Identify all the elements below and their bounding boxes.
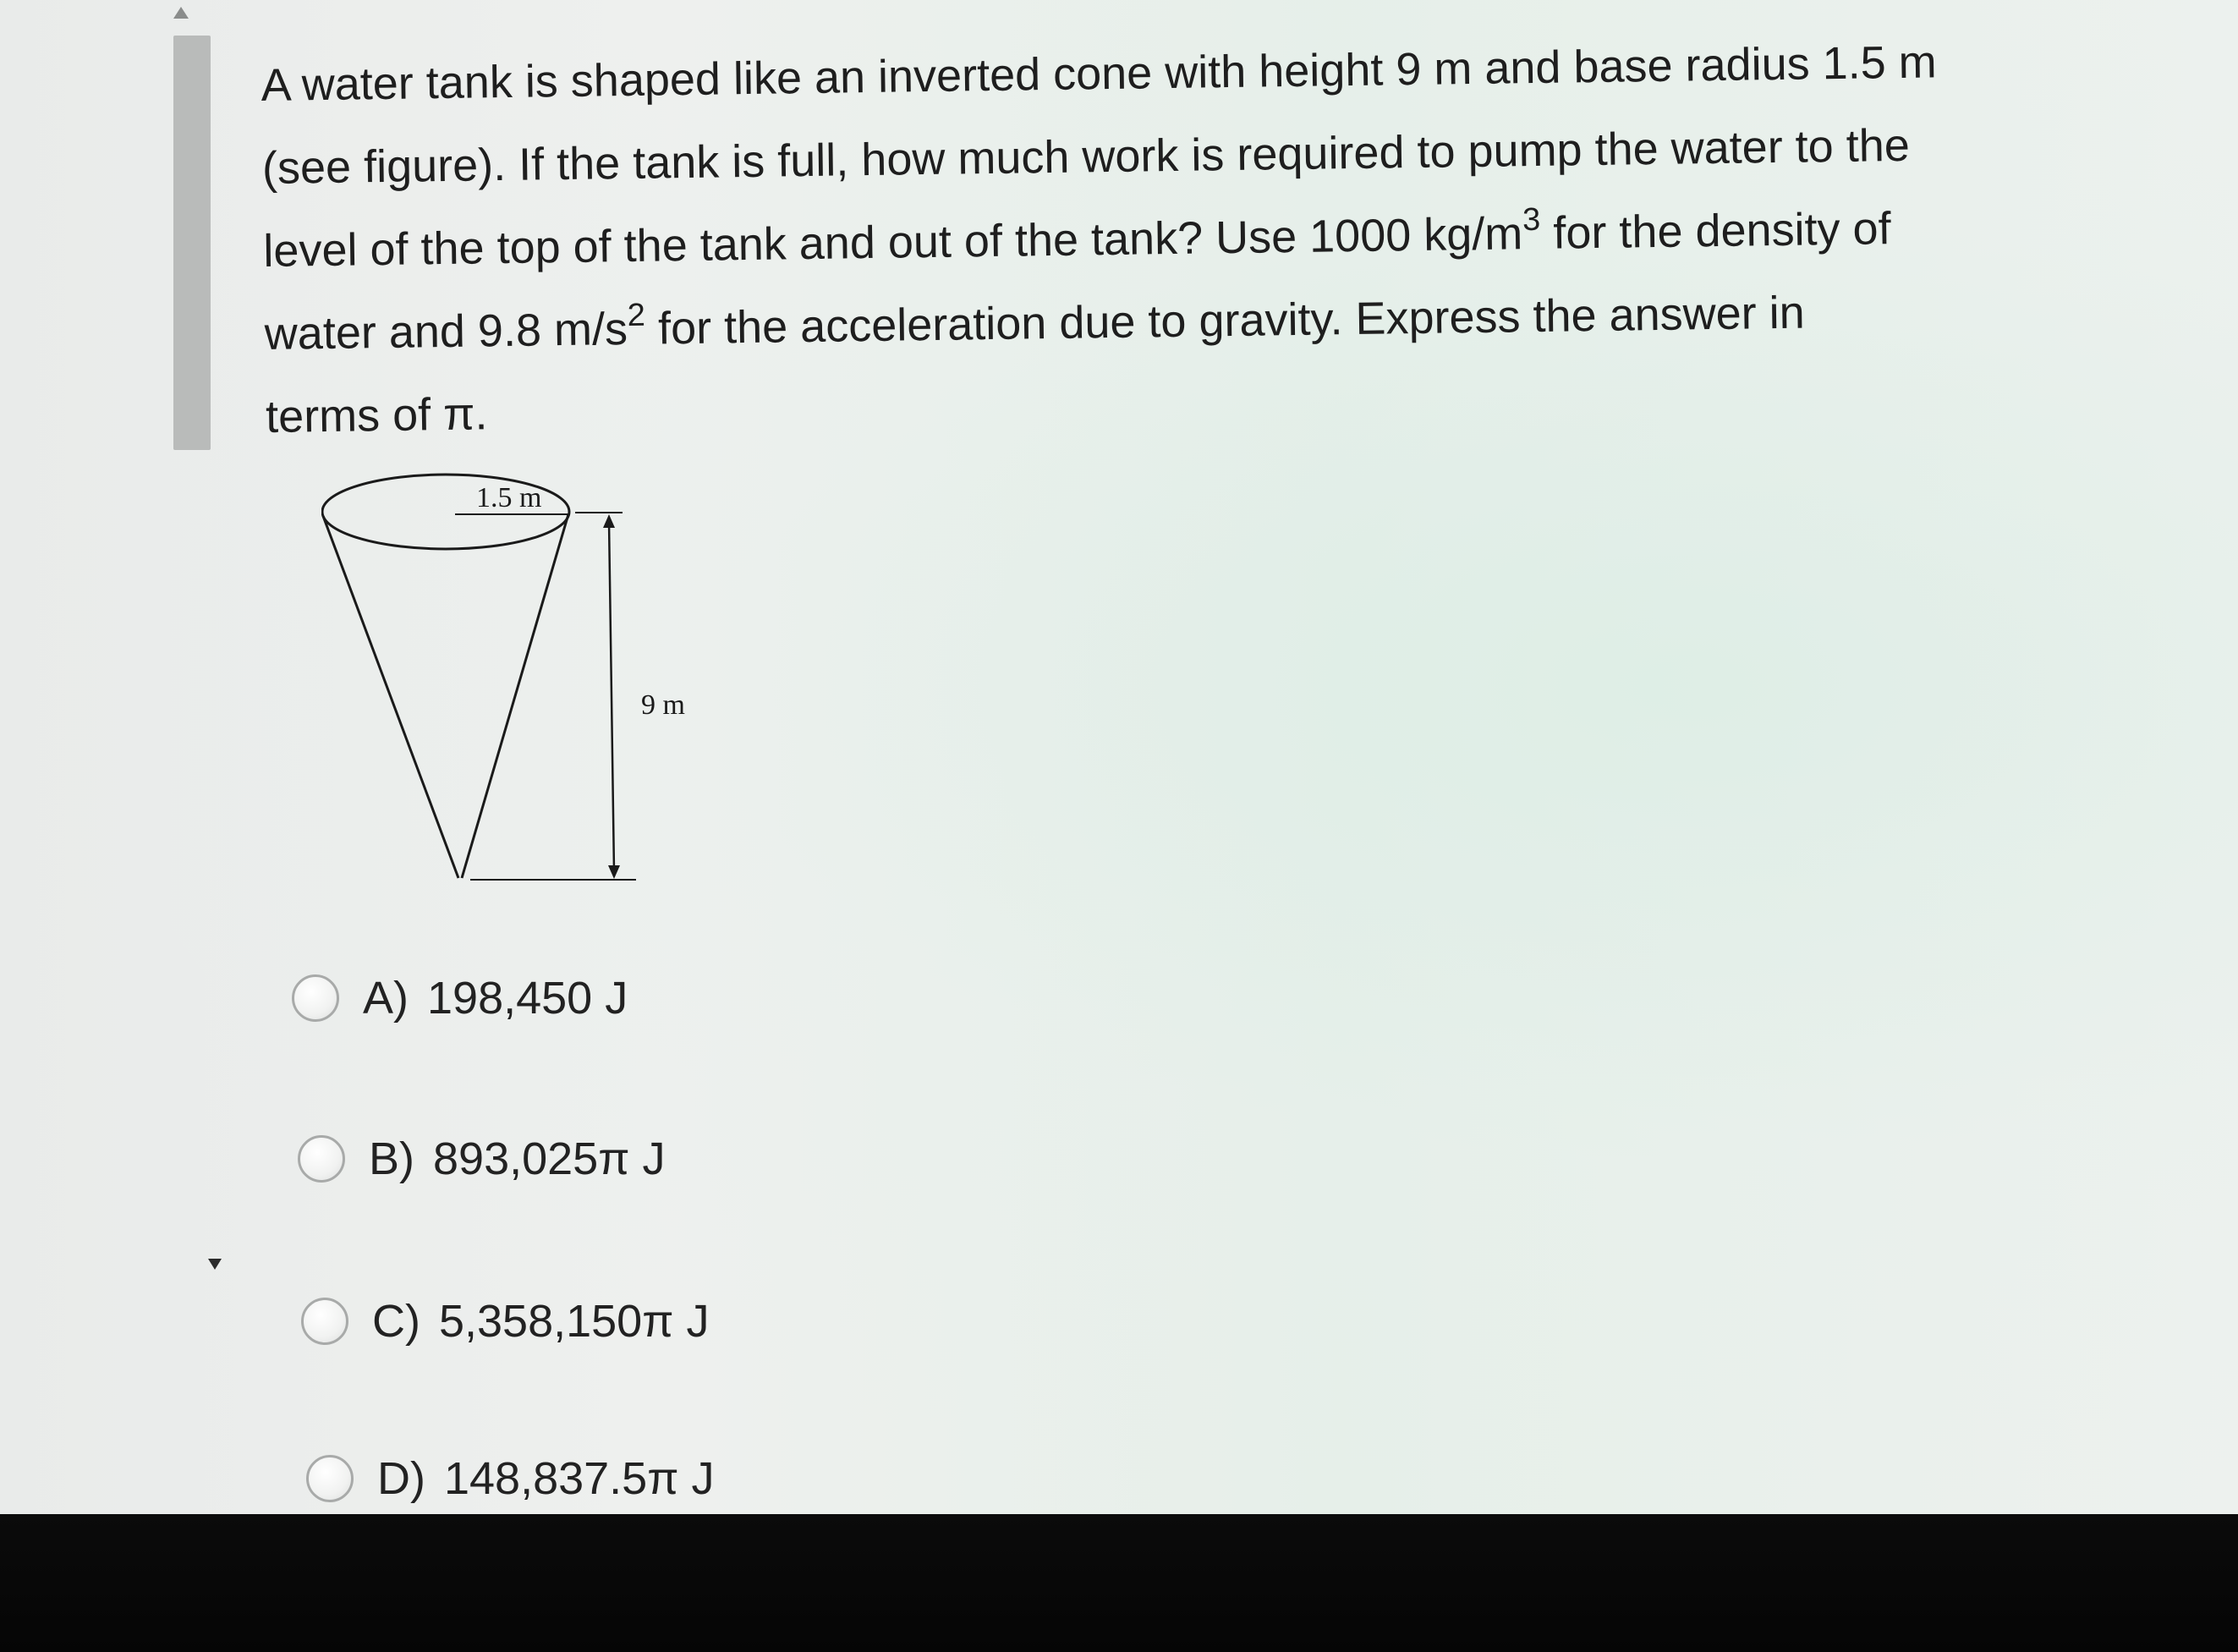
height-arrow-down-icon — [608, 865, 620, 879]
radio-button-d[interactable] — [306, 1455, 354, 1502]
monitor-bezel — [0, 1514, 2238, 1652]
exponent-2: 2 — [627, 297, 646, 333]
radio-button-a[interactable] — [292, 974, 339, 1022]
radio-button-c[interactable] — [301, 1298, 348, 1345]
cone-right-edge — [462, 514, 568, 878]
height-label: 9 m — [641, 689, 685, 721]
question-line-1: A water tank is shaped like an inverted cone with height 9 m and base radius 1.5 m — [261, 36, 1938, 111]
scrollbar-thumb[interactable] — [173, 36, 211, 450]
option-b-letter: B) — [369, 1133, 414, 1184]
option-b[interactable] — [298, 1125, 665, 1193]
question-line-5: terms of π. — [265, 388, 488, 442]
question-line-2: (see figure). If the tank is full, how much work is required to pump the water to the — [261, 119, 1911, 194]
option-c[interactable] — [301, 1287, 709, 1355]
question-line-4-tail: for the acceleration due to gravity. Express the answer in — [645, 287, 1806, 354]
option-d[interactable] — [306, 1445, 714, 1512]
height-dimension-line — [609, 521, 614, 871]
scroll-down-arrow-icon[interactable] — [208, 1259, 222, 1270]
height-arrow-up-icon — [603, 514, 615, 528]
option-a-text: 198,450 J — [427, 973, 628, 1024]
option-c-text: 5,358,150π J — [438, 1296, 710, 1347]
question-text — [261, 19, 2093, 458]
question-line-3-text: level of the top of the tank and out of the tank? Use 1000 kg/m — [263, 208, 1523, 277]
option-d-letter: D) — [377, 1453, 425, 1504]
question-line-3-tail: for the density of — [1539, 203, 1892, 259]
option-a[interactable] — [292, 964, 628, 1032]
radio-button-b[interactable] — [298, 1135, 345, 1183]
cone-figure — [321, 457, 727, 897]
option-a-letter: A) — [363, 973, 409, 1024]
option-c-letter: C) — [372, 1296, 420, 1347]
radius-label: 1.5 m — [476, 482, 542, 513]
question-line-4-text: water and 9.8 m/s — [264, 303, 628, 359]
scroll-up-arrow-icon[interactable] — [173, 7, 189, 19]
exponent-3: 3 — [1522, 201, 1541, 239]
cone-left-edge — [323, 516, 458, 878]
option-b-text: 893,025π J — [433, 1133, 666, 1184]
option-d-text: 148,837.5π J — [443, 1453, 715, 1504]
